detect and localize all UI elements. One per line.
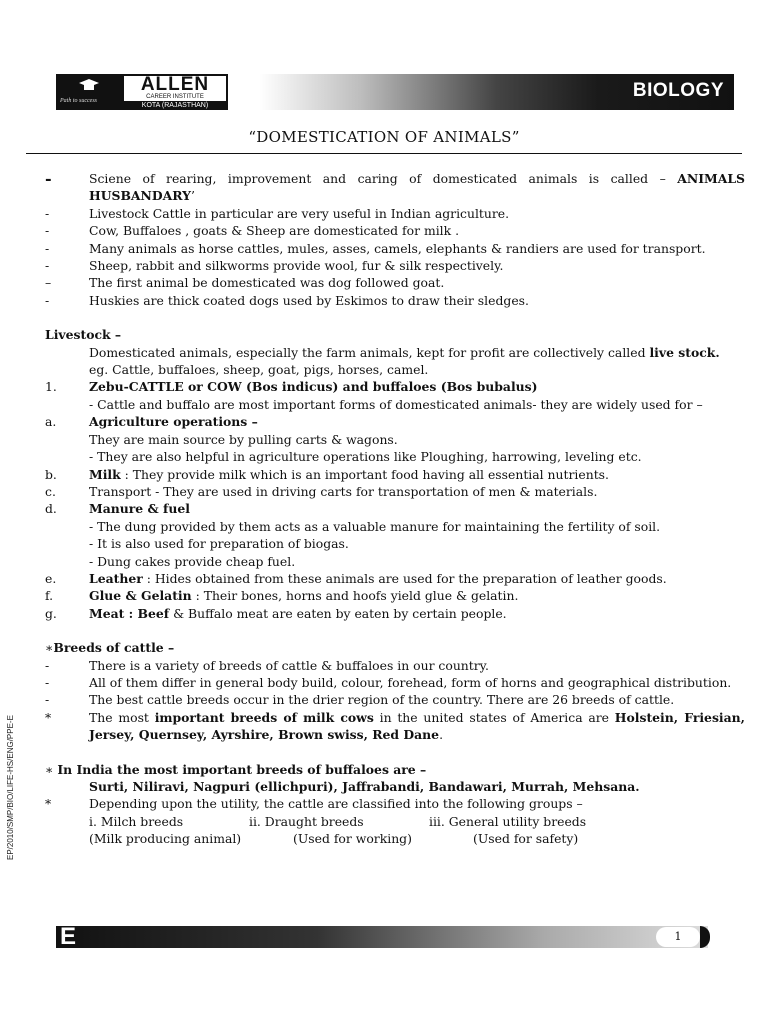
section-heading-breeds: ∗Breeds of cattle – <box>45 640 175 656</box>
list-item: - Sciene of rearing, improvement and caring of domesticated animals is called – ANIMALS HUSBANDARY’ <box>45 169 745 204</box>
list-item: - There is a variety of breeds of cattle & buffaloes in our country. <box>45 657 489 673</box>
list-item: * Depending upon the utility, the cattle are classified into the following groups – <box>45 796 583 812</box>
footer-cap <box>700 926 710 948</box>
list-item: b. Milk : They provide milk which is an important food having all essential nutrients. <box>45 466 609 482</box>
footer-letter: E <box>60 923 77 950</box>
logo-tagline: Path to success <box>60 98 97 104</box>
list-item: e. Leather : Hides obtained from these animals are used for the preparation of leather goods. <box>45 570 667 586</box>
list-item: - Huskies are thick coated dogs used by Eskimos to draw their sledges. <box>45 292 529 308</box>
paragraph: Domesticated animals, especially the farm animals, kept for profit are collectively called live stock. <box>89 344 720 360</box>
graduation-cap-icon <box>78 78 100 92</box>
list-item: c. Transport - They are used in driving carts for transportation of men & materials. <box>45 483 598 499</box>
list-item: f. Glue & Gelatin : Their bones, horns and hoofs yield glue & gelatin. <box>45 588 519 604</box>
list-item: - The best cattle breeds occur in the drier region of the country. There are 26 breeds of cattle. <box>45 692 675 708</box>
subject-label: BIOLOGY <box>632 80 724 101</box>
brand-city: KOTA (RAJASTHAN) <box>124 101 226 110</box>
list-item: - Cow, Buffaloes , goats & Sheep are domesticated for milk . <box>45 223 460 239</box>
document-body: - Sciene of rearing, improvement and caring of domesticated animals is called – ANIMALS HUSBANDARY’ - Livestock Cattle in particular are very useful in Indian agriculture. - Cow, Buffaloes , goats & Sheep are domesticated for milk . - Many animals as horse cattles, mules, asses, camels, elephants & randiers are used for transport. - Sheep, rabbit and silkworms provide wool, fur & silk respectively. – The first animal be domesticated was dog followed goat. - Huskies are thick coated dogs used by Eskimos to draw their sledges. Livestock – Domesticated animals, especially the farm animals, kept for profit are collectively called live stock. eg. Cattle, buffaloes, sheep, goat, pigs, horses, camel. 1. Zebu-CATTLE or COW (Bos indicus) and buffaloes (Bos bubalus) - Cattle and buffalo are most important forms of domesticated animals- they are widely used for – a. Agriculture operations – They are main source by pulling carts & wagons. - They are also helpful in agriculture operations like Ploughing, harrowing, leveling etc. b. Milk : They provide milk which is an important food having all essential nutrients. c. Transport - They are used in driving carts for transportation of men & materials. d. Manure & fuel - The dung provided by them acts as a valuable manure for maintaining the fertility of soil. - It is also used for preparation of biogas. - Dung cakes provide cheap fuel. e. Leather : Hides obtained from these animals are used for the preparation of leather goods. f. Glue & Gelatin : Their bones, horns and hoofs yield glue & gelatin. g. Meat : Beef & Buffalo meat are eaten by eaten by certain people. ∗Breeds of cattle – - There is a variety of breeds of cattle & buffaloes in our country. - All of them differ in general body build, colour, forehead, form of horns and geographical distribution. - The best cattle breeds occur in the drier region of the country. There are 26 breeds of cattle. * The most important breeds of milk cows in the united states of America are Holstein, Friesian, Jersey, Quernsey, Ayrshire, Brown swiss, Red Dane. ∗ In India the most important breeds of buffaloes are – Surti, Niliravi, Nagpuri (ellichpuri), Jaffrabandi, Bandawari, Murrah, Mehsana. * Depending upon the utility, the cattle are classified into the following groups – i. Milch breeds ii. Draught breeds iii. General utility breeds (Milk producing animal) (Used for working) (Used for safety) <box>45 169 745 847</box>
list-item: a. Agriculture operations – <box>45 414 258 430</box>
section-heading-livestock: Livestock – <box>45 327 122 343</box>
logo-emblem <box>56 74 122 110</box>
list-item: – The first animal be domesticated was dog followed goat. <box>45 275 445 291</box>
footer-bar <box>56 923 708 950</box>
list-item: d. Manure & fuel <box>45 501 190 517</box>
document-code: EP/2010/SMP/BIO/LIFE-HS/ENG/PPE-E <box>6 715 15 860</box>
brand-name: ALLEN <box>140 74 210 95</box>
page-title: “DOMESTICATION OF ANIMALS” <box>248 128 520 146</box>
star-icon: ∗ <box>45 640 54 656</box>
logo-wordmark <box>122 74 228 110</box>
page-number: 1 <box>656 927 700 947</box>
list-item: - All of them differ in general body build, colour, forehead, form of horns and geographical distribution. <box>45 674 732 690</box>
list-item: * The most important breeds of milk cows in the united states of America are Holstein, Friesian, Jersey, Quernsey, Ayrshire, Brown swiss, Red Dane. <box>45 709 745 743</box>
list-item: - Livestock Cattle in particular are very useful in Indian agriculture. <box>45 205 510 221</box>
list-item: 1. Zebu-CATTLE or COW (Bos indicus) and buffaloes (Bos bubalus) <box>45 379 538 395</box>
paragraph: - Cattle and buffalo are most important forms of domesticated animals- they are widely used for – <box>89 396 703 412</box>
brand-subtitle: CAREER INSTITUTE <box>146 94 204 100</box>
list-item: - Many animals as horse cattles, mules, asses, camels, elephants & randiers are used for transport. <box>45 240 706 256</box>
list-item: g. Meat : Beef & Buffalo meat are eaten by eaten by certain people. <box>45 605 507 621</box>
brand-logo <box>56 74 228 110</box>
list-item: - Sheep, rabbit and silkworms provide wool, fur & silk respectively. <box>45 258 504 274</box>
section-heading-buffalo: ∗ In India the most important breeds of buffaloes are – <box>45 761 427 777</box>
classification-groups: i. Milch breeds ii. Draught breeds iii. General utility breeds <box>89 813 587 829</box>
classification-descriptions: (Milk producing animal) (Used for working) (Used for safety) <box>89 831 579 847</box>
paragraph: Surti, Niliravi, Nagpuri (ellichpuri), Jaffrabandi, Bandawari, Murrah, Mehsana. <box>89 779 640 794</box>
paragraph: eg. Cattle, buffaloes, sheep, goat, pigs, horses, camel. <box>89 362 429 378</box>
star-icon: ∗ <box>45 761 54 777</box>
title-divider <box>26 153 742 154</box>
